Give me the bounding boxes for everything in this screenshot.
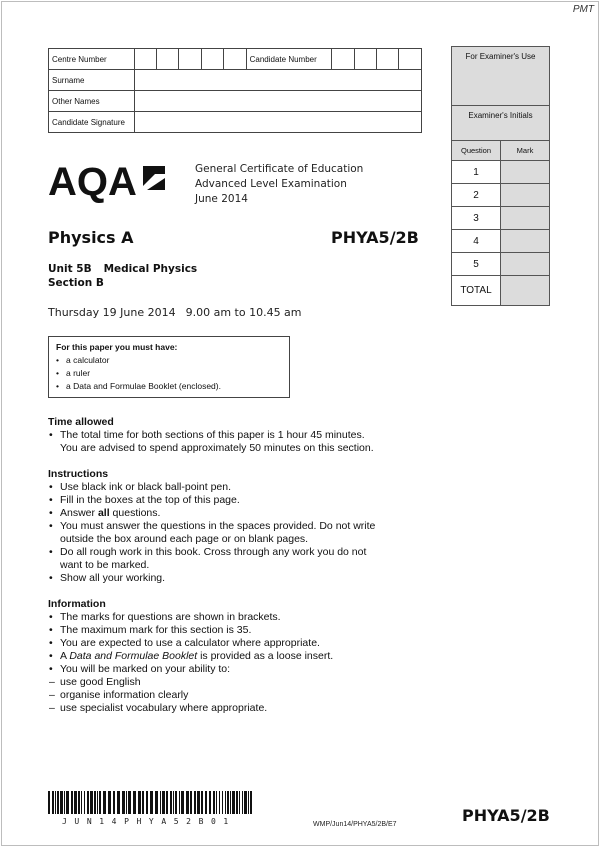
barcode-bar bbox=[48, 791, 50, 814]
barcode-text: JUN14PHYA52B01 bbox=[62, 817, 236, 826]
barcode bbox=[48, 791, 258, 816]
mark-cell bbox=[501, 253, 550, 276]
marking-criterion: – organise information clearly bbox=[48, 689, 333, 702]
examiners-use-title: For Examiner's Use bbox=[452, 47, 550, 106]
candidate-number-box-2[interactable] bbox=[354, 49, 376, 70]
answer-all-emphasis: all bbox=[97, 507, 110, 519]
information-heading: Information bbox=[48, 598, 106, 610]
barcode-bar bbox=[90, 791, 93, 814]
other-names-label: Other Names bbox=[49, 91, 135, 112]
time-allowed-item: • The total time for both sections of this paper is 1 hour 45 minutes. bbox=[48, 429, 374, 442]
barcode-bar bbox=[170, 791, 172, 814]
surname-label: Surname bbox=[49, 70, 135, 91]
barcode-bar bbox=[138, 791, 141, 814]
barcode-bar bbox=[55, 791, 56, 814]
barcode-bar bbox=[142, 791, 144, 814]
information-section bbox=[48, 598, 333, 715]
barcode-bar bbox=[227, 791, 229, 814]
must-have-title: For this paper you must have: bbox=[56, 342, 178, 352]
instruction-continuation: want to be marked. bbox=[60, 559, 150, 571]
barcode-bar bbox=[219, 791, 220, 814]
mark-cell bbox=[501, 230, 550, 253]
candidate-number-box-3[interactable] bbox=[377, 49, 399, 70]
candidate-number-box-4[interactable] bbox=[399, 49, 422, 70]
barcode-bar bbox=[205, 791, 207, 814]
instruction-item: • Fill in the boxes at the top of this page. bbox=[48, 494, 375, 507]
unit-topic: Medical Physics bbox=[103, 263, 198, 275]
instruction-item: • Do all rough work in this book. Cross through any work you do not bbox=[48, 546, 375, 559]
certificate-line-3: June 2014 bbox=[195, 193, 248, 205]
certificate-line-1: General Certificate of Education bbox=[195, 163, 364, 175]
subject-title: Physics A bbox=[48, 228, 134, 247]
barcode-bar bbox=[236, 791, 238, 814]
barcode-bar bbox=[99, 791, 101, 814]
surname-field[interactable] bbox=[134, 70, 421, 91]
time-allowed-section bbox=[48, 416, 374, 455]
centre-number-box-3[interactable] bbox=[179, 49, 201, 70]
barcode-bar bbox=[81, 791, 82, 814]
barcode-bar bbox=[97, 791, 98, 814]
mark-cell bbox=[501, 207, 550, 230]
barcode-bar bbox=[126, 791, 127, 814]
information-item bbox=[48, 650, 333, 663]
instruction-item: • You must answer the questions in the spaces provided. Do not write bbox=[48, 520, 375, 533]
other-names-field[interactable] bbox=[134, 91, 421, 112]
barcode-bar bbox=[71, 791, 73, 814]
barcode-bar bbox=[87, 791, 89, 814]
barcode-bar bbox=[173, 791, 174, 814]
barcode-bar bbox=[181, 791, 184, 814]
total-mark-cell bbox=[501, 276, 550, 306]
footer-paper-code: PHYA5/2B bbox=[462, 806, 550, 825]
barcode-bar bbox=[146, 791, 148, 814]
booklet-prefix: A bbox=[60, 650, 70, 662]
exam-date: Thursday 19 June 2014 bbox=[48, 306, 176, 319]
barcode-bar bbox=[244, 791, 247, 814]
paper-reference: WMP/Jun14/PHYA5/2B/E7 bbox=[313, 821, 397, 828]
centre-number-box-4[interactable] bbox=[201, 49, 223, 70]
must-have-box bbox=[48, 336, 290, 398]
barcode-bar bbox=[150, 791, 153, 814]
information-item: • You are expected to use a calculator where appropriate. bbox=[48, 637, 333, 650]
barcode-bar bbox=[248, 791, 249, 814]
time-allowed-heading: Time allowed bbox=[48, 416, 114, 428]
barcode-bar bbox=[213, 791, 215, 814]
information-item: • The marks for questions are shown in brackets. bbox=[48, 611, 333, 624]
barcode-bar bbox=[186, 791, 189, 814]
time-allowed-advice: You are advised to spend approximately 50 minutes on this section. bbox=[60, 442, 374, 454]
barcode-bar bbox=[175, 791, 177, 814]
barcode-bar bbox=[201, 791, 203, 814]
information-item: • You will be marked on your ability to: bbox=[48, 663, 333, 676]
barcode-bar bbox=[209, 791, 211, 814]
must-have-item: • a Data and Formulae Booklet (enclosed). bbox=[56, 380, 282, 393]
must-have-item: • a ruler bbox=[56, 367, 282, 380]
instruction-item: • Show all your working. bbox=[48, 572, 375, 585]
barcode-bar bbox=[74, 791, 77, 814]
barcode-bar bbox=[133, 791, 136, 814]
candidate-signature-label: Candidate Signature bbox=[49, 112, 135, 133]
marking-criterion: – use good English bbox=[48, 676, 333, 689]
unit-info bbox=[48, 262, 197, 290]
must-have-item: • a calculator bbox=[56, 354, 282, 367]
barcode-bar bbox=[250, 791, 252, 814]
candidate-number-label: Candidate Number bbox=[246, 49, 332, 70]
answer-suffix: questions. bbox=[112, 507, 161, 519]
paper-code: PHYA5/2B bbox=[331, 228, 419, 247]
barcode-bar bbox=[162, 791, 165, 814]
barcode-bar bbox=[57, 791, 59, 814]
barcode-bar bbox=[122, 791, 125, 814]
barcode-bar bbox=[160, 791, 161, 814]
unit-label: Unit 5B bbox=[48, 263, 92, 275]
centre-number-box-1[interactable] bbox=[134, 49, 156, 70]
aqa-logo bbox=[48, 160, 167, 204]
barcode-bar bbox=[117, 791, 120, 814]
booklet-suffix: is provided as a loose insert. bbox=[200, 650, 334, 662]
question-number: 2 bbox=[452, 184, 501, 207]
exam-session bbox=[48, 306, 302, 319]
barcode-bar bbox=[230, 791, 231, 814]
examiners-initials-label: Examiner's Initials bbox=[452, 106, 550, 141]
examiners-use-box bbox=[451, 46, 550, 306]
question-number: 4 bbox=[452, 230, 501, 253]
section-label: Section B bbox=[48, 277, 104, 289]
barcode-bar bbox=[197, 791, 200, 814]
candidate-signature-field[interactable] bbox=[134, 112, 421, 133]
marking-criterion: – use specialist vocabulary where appropriate. bbox=[48, 702, 333, 715]
instructions-section bbox=[48, 468, 375, 585]
barcode-bar bbox=[113, 791, 115, 814]
booklet-name: Data and Formulae Booklet bbox=[69, 650, 198, 662]
instructions-heading: Instructions bbox=[48, 468, 109, 480]
barcode-bar bbox=[239, 791, 240, 814]
information-item: • The maximum mark for this section is 35. bbox=[48, 624, 333, 637]
exam-time: 9.00 am to 10.45 am bbox=[185, 306, 302, 319]
candidate-details-box bbox=[48, 48, 422, 133]
candidate-number-box-1[interactable] bbox=[332, 49, 354, 70]
barcode-bar bbox=[179, 791, 180, 814]
certificate-line-2: Advanced Level Examination bbox=[195, 178, 347, 190]
centre-number-box-2[interactable] bbox=[157, 49, 179, 70]
instruction-item: • Use black ink or black ball-point pen. bbox=[48, 481, 375, 494]
barcode-bar bbox=[108, 791, 111, 814]
barcode-bar bbox=[216, 791, 217, 814]
centre-number-label: Centre Number bbox=[49, 49, 135, 70]
barcode-bar bbox=[190, 791, 192, 814]
barcode-bar bbox=[242, 791, 243, 814]
question-number: 5 bbox=[452, 253, 501, 276]
question-number: 3 bbox=[452, 207, 501, 230]
barcode-bar bbox=[52, 791, 54, 814]
mark-cell bbox=[501, 161, 550, 184]
centre-number-box-5[interactable] bbox=[224, 49, 246, 70]
question-column-header: Question bbox=[452, 141, 501, 161]
barcode-bar bbox=[64, 791, 65, 814]
question-number: 1 bbox=[452, 161, 501, 184]
aqa-logo-text: AQA bbox=[48, 160, 137, 204]
certificate-info bbox=[195, 162, 363, 207]
barcode-bar bbox=[225, 791, 226, 814]
barcode-bar bbox=[84, 791, 85, 814]
corner-mark: PMT bbox=[572, 4, 594, 15]
aqa-logo-mark-icon bbox=[141, 164, 167, 192]
mark-cell bbox=[501, 184, 550, 207]
barcode-bar bbox=[232, 791, 235, 814]
answer-prefix: Answer bbox=[60, 507, 98, 519]
barcode-bar bbox=[78, 791, 80, 814]
barcode-bar bbox=[166, 791, 168, 814]
barcode-bar bbox=[103, 791, 106, 814]
barcode-bar bbox=[222, 791, 223, 814]
barcode-bar bbox=[94, 791, 96, 814]
barcode-bar bbox=[155, 791, 158, 814]
barcode-bar bbox=[66, 791, 69, 814]
barcode-bar bbox=[60, 791, 63, 814]
barcode-bar bbox=[194, 791, 196, 814]
total-label: TOTAL bbox=[452, 276, 501, 306]
instruction-continuation: outside the box around each page or on blank pages. bbox=[60, 533, 309, 545]
barcode-bar bbox=[128, 791, 131, 814]
mark-column-header: Mark bbox=[501, 141, 550, 161]
instruction-item bbox=[48, 507, 375, 520]
